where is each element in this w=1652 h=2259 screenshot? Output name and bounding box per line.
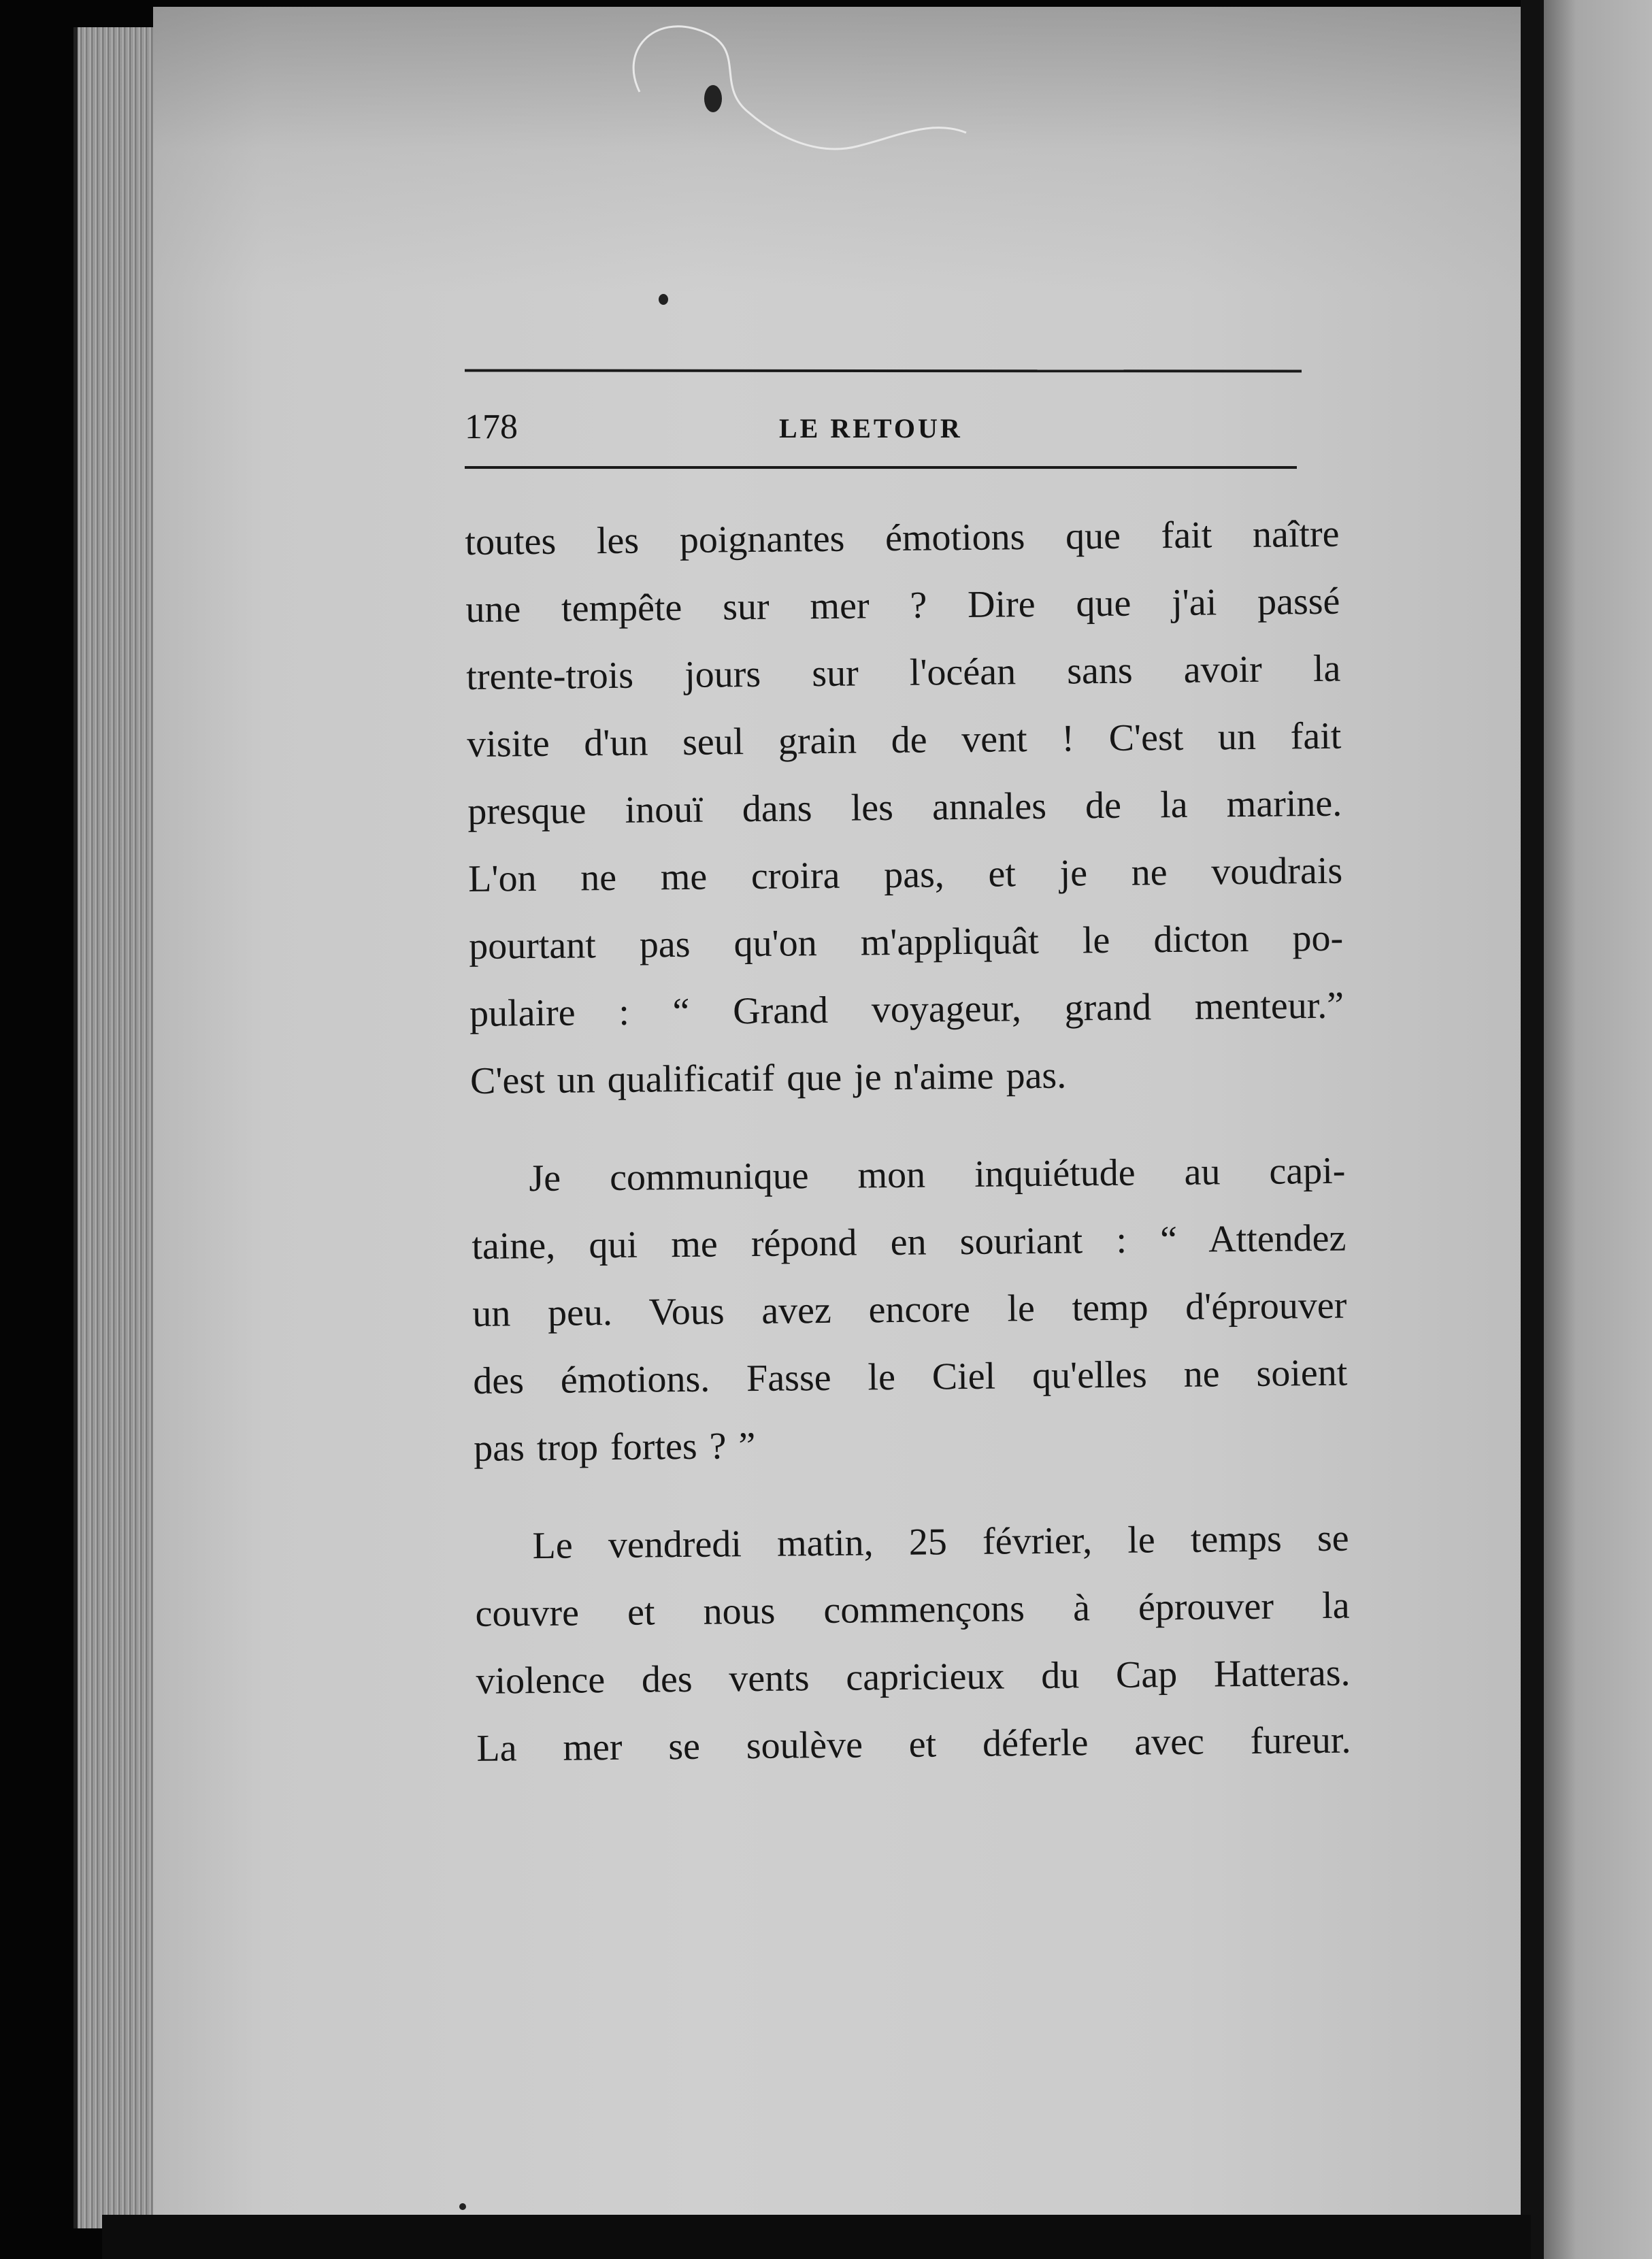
facing-page-edge	[1544, 0, 1652, 2259]
paragraph	[471, 1138, 1349, 1483]
text-line: des émotions. Fasse le Ciel qu'elles ne soient	[473, 1351, 1348, 1402]
text-line: L'on ne me croira pas, et je ne voudrais	[467, 849, 1343, 900]
running-head	[465, 407, 1302, 448]
text-line: un peu. Vous avez encore le temp d'éprouver	[472, 1284, 1347, 1335]
text-line: pulaire : “ Grand voyageur, grand menteur.”	[469, 984, 1344, 1035]
text-line: pas trop fortes ? ”	[473, 1424, 756, 1470]
dust-speck	[459, 2203, 466, 2210]
text-line: Je communique mon inquiétude au capi-	[529, 1149, 1346, 1200]
text-line: Le vendredi matin, 25 février, le temps se	[532, 1517, 1349, 1568]
text-line: La mer se soulève et déferle avec fureur.	[476, 1719, 1351, 1770]
dust-speck	[704, 85, 722, 112]
dust-speck	[659, 294, 668, 305]
page-number: 178	[465, 408, 518, 446]
paragraph	[474, 1505, 1351, 1783]
text-line: pourtant pas qu'on m'appliquât le dicton po-	[468, 917, 1344, 968]
text-line: couvre et nous commençons à éprouver la	[475, 1584, 1350, 1635]
text-line: une tempête sur mer ? Dire que j'ai passé	[465, 580, 1340, 631]
text-line: trente-trois jours sur l'océan sans avoir la	[466, 647, 1341, 698]
text-line: violence des vents capricieux du Cap Hatteras.	[476, 1651, 1351, 1702]
body-text	[465, 501, 1351, 1783]
stray-thread	[612, 10, 1034, 174]
running-title: LE RETOUR	[779, 413, 963, 444]
gutter-shadow	[1521, 0, 1544, 2259]
paragraph	[465, 501, 1344, 1115]
text-line: C'est un qualificatif que je n'aime pas.	[469, 1054, 1067, 1102]
book-page-edges	[73, 27, 166, 2228]
bottom-edge	[102, 2215, 1531, 2259]
text-line: visite d'un seul grain de vent ! C'est un fait	[467, 714, 1342, 765]
text-line: toutes les poignantes émotions que fait naître	[465, 512, 1340, 563]
header-rule-bottom	[465, 466, 1297, 469]
text-line: taine, qui me répond en souriant : “ Attendez	[472, 1217, 1347, 1268]
text-line: presque inouï dans les annales de la marine.	[467, 782, 1342, 833]
